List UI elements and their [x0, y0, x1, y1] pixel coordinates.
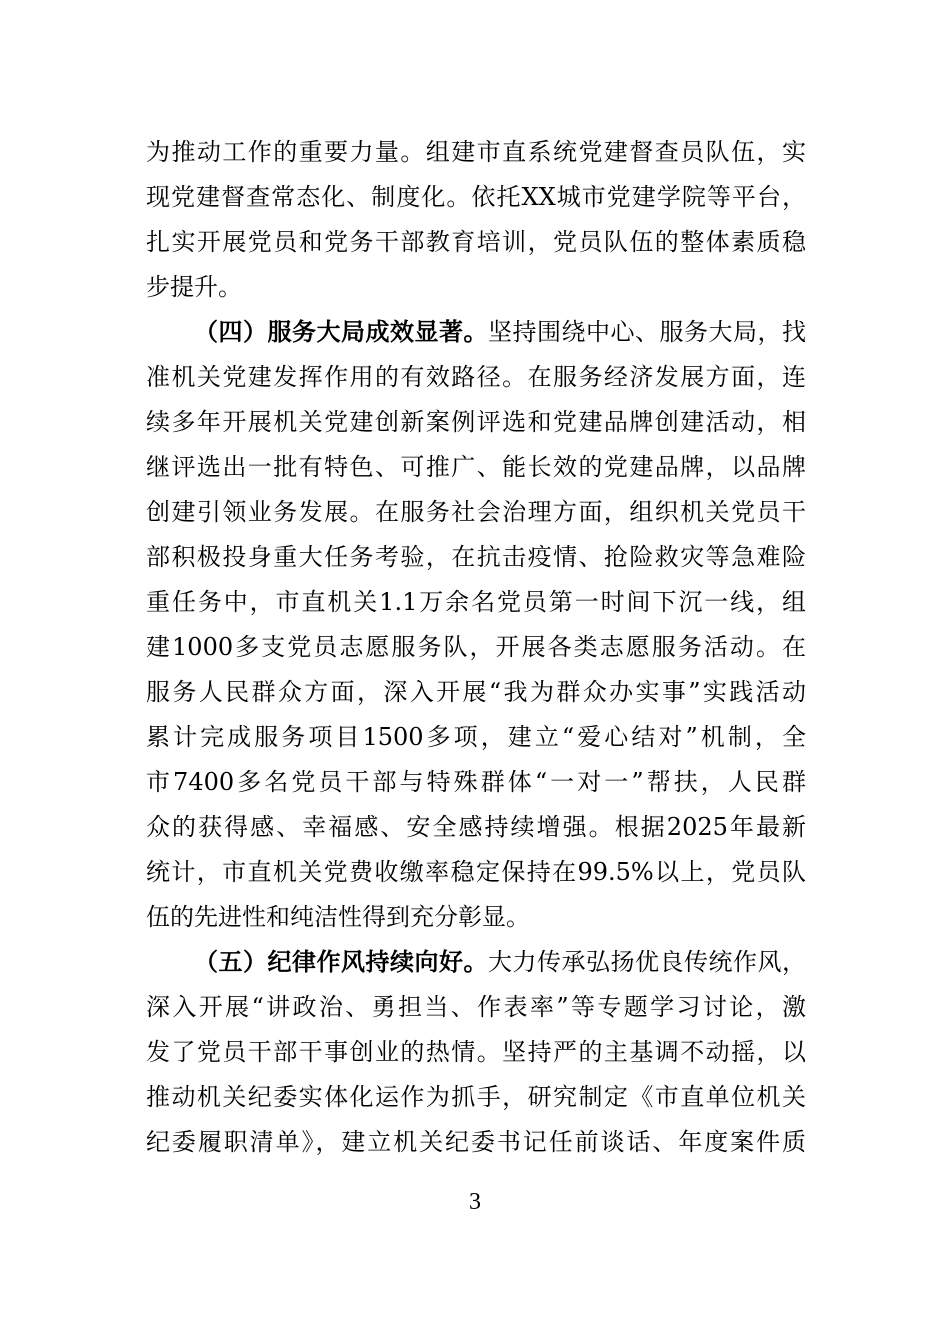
- text-line: 深入开展“讲政治、勇担当、作表率”等专题学习讨论，激: [146, 993, 806, 1021]
- text-line: 累计完成服务项目1500多项，建立“爱心结对”机制，全: [146, 723, 806, 751]
- text-line: 伍的先进性和纯洁性得到充分彰显。: [146, 903, 530, 931]
- text-line: 续多年开展机关党建创新案例评选和党建品牌创建活动，相: [146, 408, 806, 436]
- text-line: 继评选出一批有特色、可推广、能长效的党建品牌，以品牌: [146, 453, 806, 481]
- text-line: 现党建督查常态化、制度化。依托XX城市党建学院等平台，: [146, 183, 806, 211]
- text-line: 步提升。: [146, 273, 242, 301]
- section-heading-5: （五）纪律作风持续向好。: [194, 947, 488, 976]
- text-line: 创建引领业务发展。在服务社会治理方面，组织机关党员干: [146, 498, 806, 526]
- text-line: 部积极投身重大任务考验，在抗击疫情、抢险救灾等急难险: [146, 543, 806, 571]
- text-line: 市7400多名党员干部与特殊群体“一对一”帮扶，人民群: [146, 768, 806, 796]
- page-number: 3: [469, 1189, 481, 1215]
- section-heading-4: （四）服务大局成效显著。: [194, 317, 488, 346]
- text-span: 大力传承弘扬优良传统作风，: [488, 948, 806, 976]
- text-line: 纪委履职清单》，建立机关纪委书记任前谈话、年度案件质: [146, 1128, 806, 1156]
- text-span: 坚持围绕中心、服务大局，找: [488, 318, 806, 346]
- text-line: 建1000多支党员志愿服务队，开展各类志愿服务活动。在: [146, 633, 806, 661]
- paragraph-first-line: [194, 312, 806, 352]
- text-line: 统计，市直机关党费收缴率稳定保持在99.5%以上，党员队: [146, 858, 806, 886]
- text-line: 众的获得感、幸福感、安全感持续增强。根据2025年最新: [146, 813, 806, 841]
- text-line: 发了党员干部干事创业的热情。坚持严的主基调不动摇，以: [146, 1038, 806, 1066]
- text-line: 扎实开展党员和党务干部教育培训，党员队伍的整体素质稳: [146, 228, 806, 256]
- text-line: 为推动工作的重要力量。组建市直系统党建督查员队伍，实: [146, 138, 806, 166]
- text-line: 服务人民群众方面，深入开展“我为群众办实事”实践活动: [146, 678, 806, 706]
- text-line: 重任务中，市直机关1.1万余名党员第一时间下沉一线，组: [146, 588, 806, 616]
- text-line: 准机关党建发挥作用的有效路径。在服务经济发展方面，连: [146, 363, 806, 391]
- paragraph-first-line: [194, 942, 806, 982]
- text-line: 推动机关纪委实体化运作为抓手，研究制定《市直单位机关: [146, 1083, 806, 1111]
